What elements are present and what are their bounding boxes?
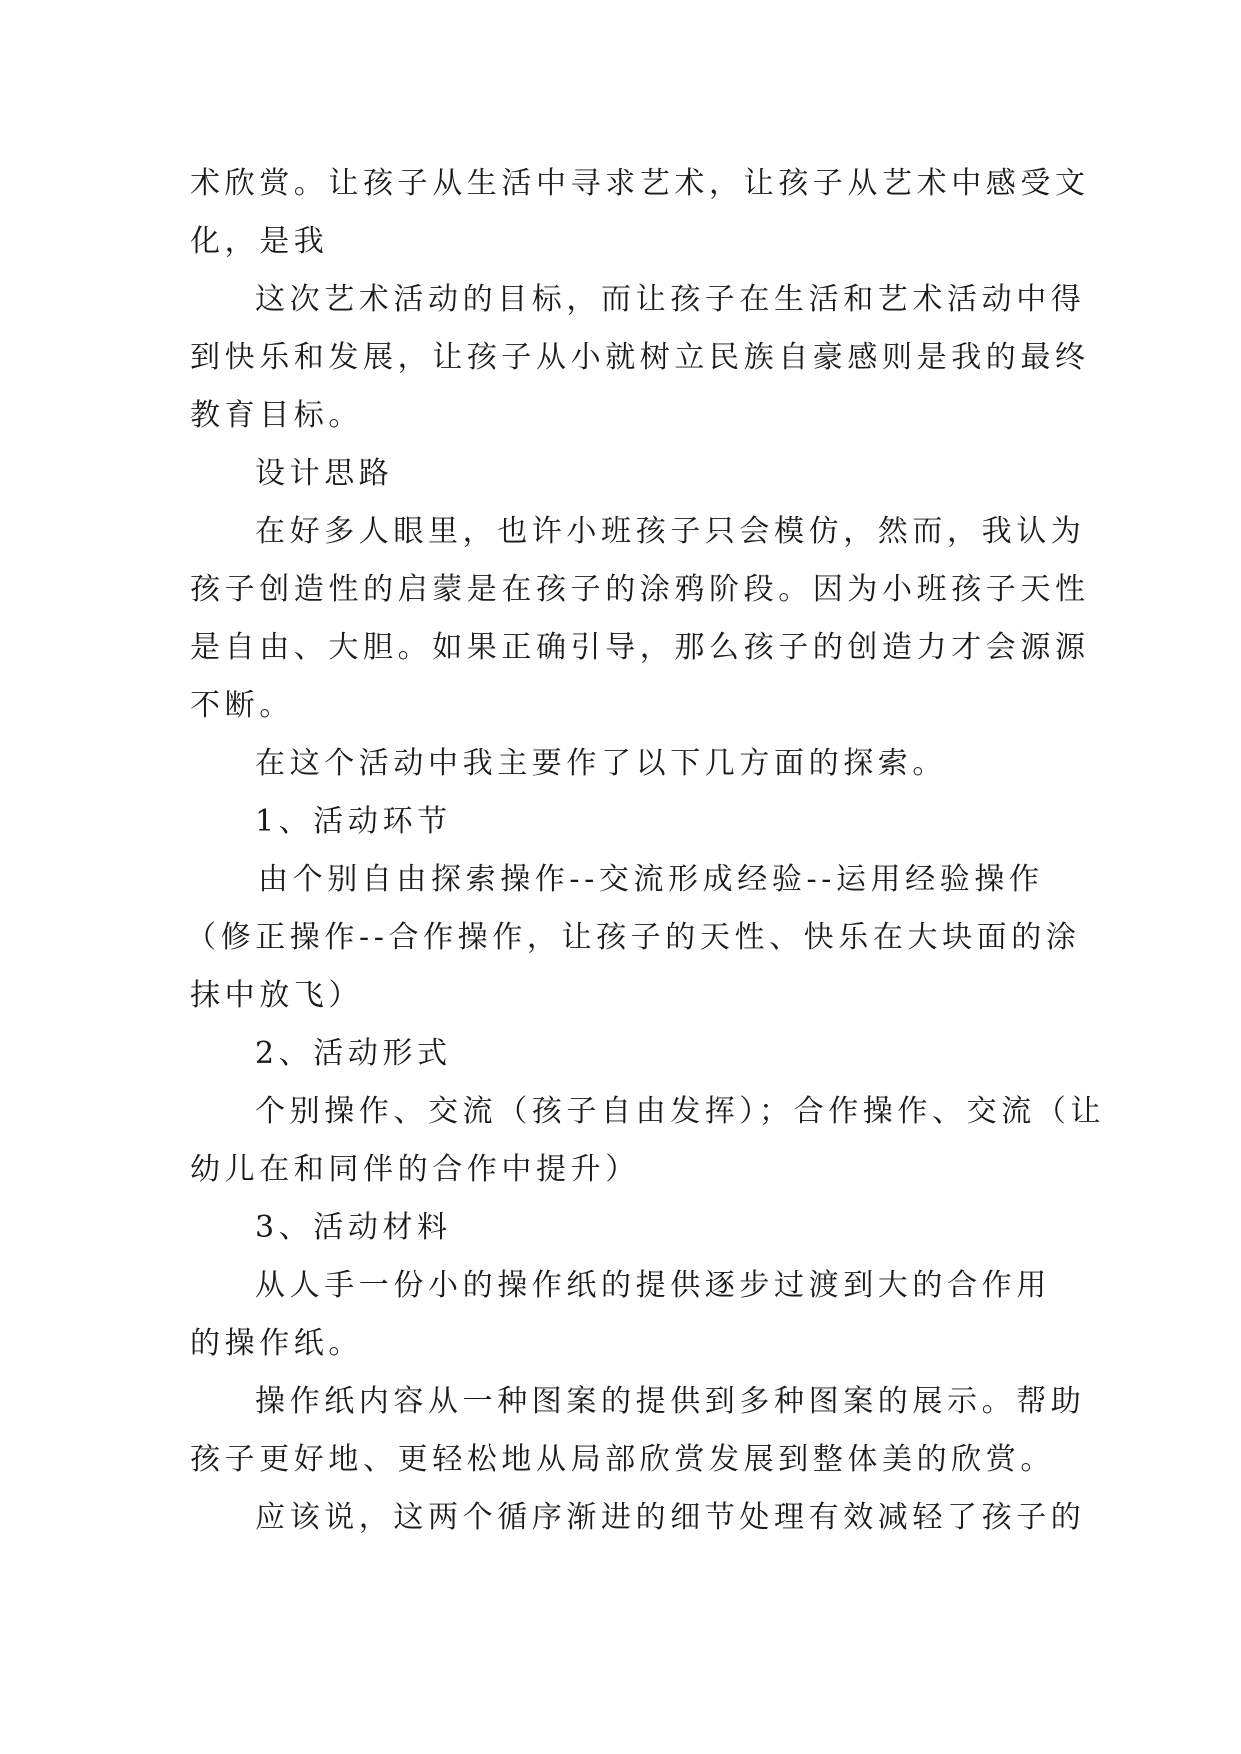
text-line: 应该说，这两个循序渐进的细节处理有效减轻了孩子的 [255,1500,1086,1535]
text-line: 到快乐和发展，让孩子从小就树立民族自豪感则是我的最终 [190,340,1090,375]
text-line: 教育目标。 [190,398,363,433]
text-line: 在好多人眼里，也许小班孩子只会模仿，然而，我认为 [255,514,1086,549]
text-line: 操作纸内容从一种图案的提供到多种图案的展示。帮助 [255,1384,1086,1419]
text-line: 幼儿在和同伴的合作中提升） [190,1152,640,1187]
text-line: 在这个活动中我主要作了以下几方面的探索。 [255,746,947,781]
text-line: （修正操作--合作操作，让孩子的天性、快乐在大块面的涂 [186,920,1081,955]
text-line: 孩子更好地、更轻松地从局部欣赏发展到整体美的欣赏。 [190,1442,1055,1477]
text-line: 由个别自由探索操作--交流形成经验--运用经验操作 [258,862,1044,897]
text-line: 的操作纸。 [190,1326,363,1361]
text-line: 抹中放飞） [190,978,363,1013]
text-line: 从人手一份小的操作纸的提供逐步过渡到大的合作用 [255,1268,1051,1303]
list-heading: 1、活动环节 [255,804,452,839]
text-line: 术欣赏。让孩子从生活中寻求艺术，让孩子从艺术中感受文 [190,166,1090,201]
text-line: 不断。 [190,688,294,723]
text-line: 孩子创造性的启蒙是在孩子的涂鸦阶段。因为小班孩子天性 [190,572,1090,607]
list-heading: 3、活动材料 [255,1210,452,1245]
text-line: 这次艺术活动的目标，而让孩子在生活和艺术活动中得 [255,282,1086,317]
section-heading: 设计思路 [255,456,394,491]
text-line: 化，是我 [190,224,329,259]
text-line: 是自由、大胆。如果正确引导，那么孩子的创造力才会源源 [190,630,1090,665]
list-heading: 2、活动形式 [255,1036,452,1071]
text-line: 个别操作、交流（孩子自由发挥）；合作操作、交流（让 [255,1094,1105,1129]
